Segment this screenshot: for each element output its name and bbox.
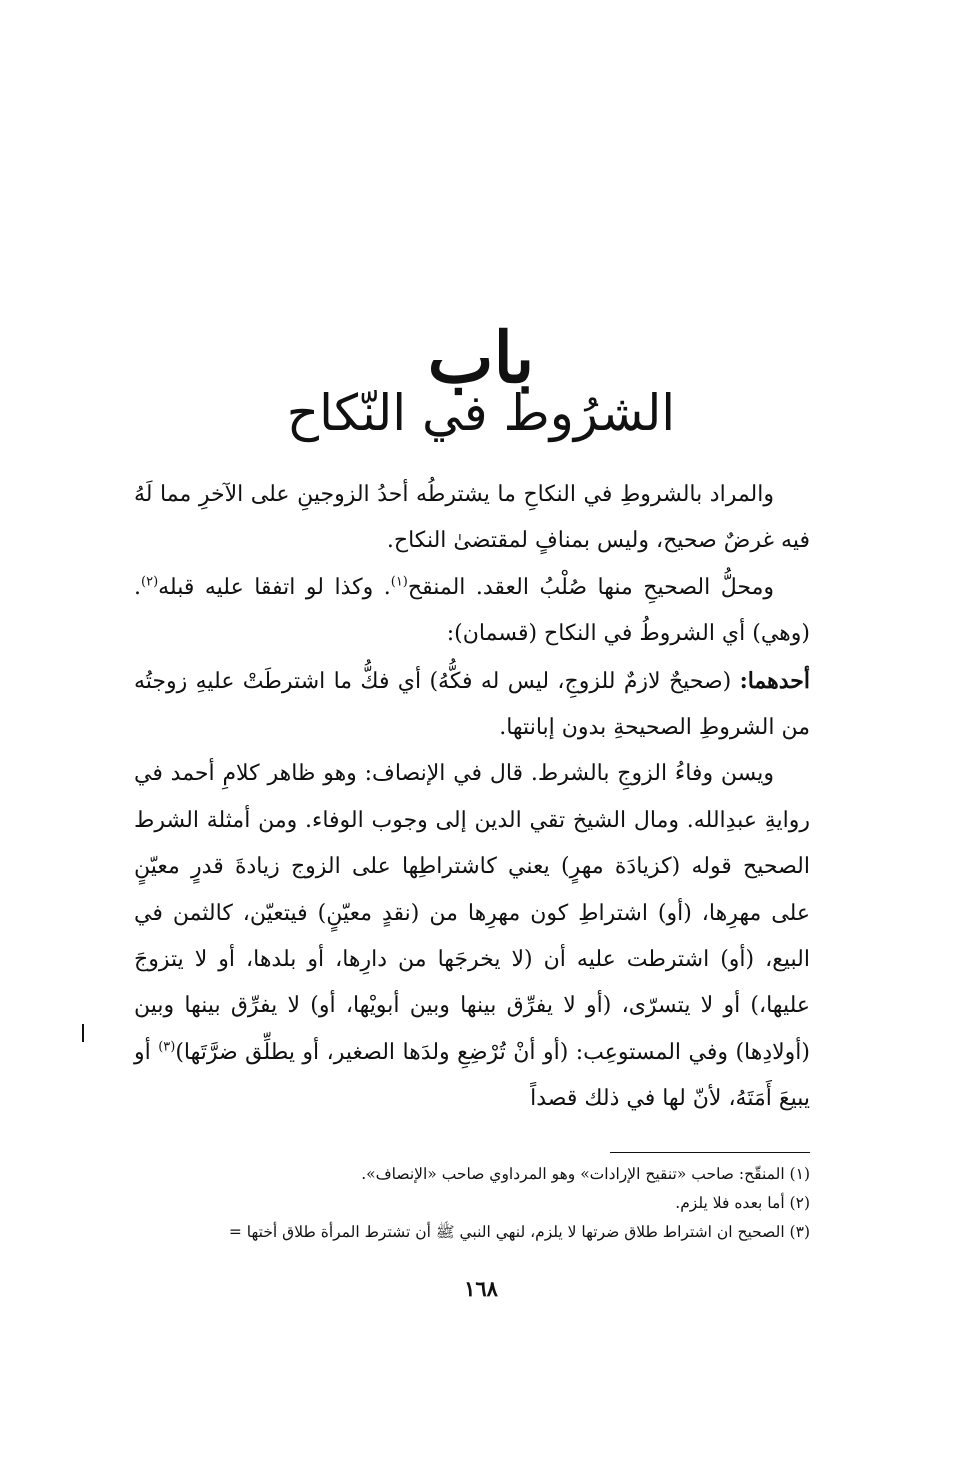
first-type-heading: أحدهما: (739, 667, 810, 694)
margin-mark (82, 1024, 84, 1042)
paragraph-2 (134, 565, 810, 658)
page-number: ١٦٨ (464, 1276, 498, 1301)
footnote-ref-3[interactable]: (٣) (158, 1039, 176, 1055)
main-text (134, 472, 810, 1123)
chapter-title: الشرُوط في النّكاح (286, 384, 676, 442)
paragraph-3-text: (صحيحٌ لازمٌ للزوجِ، ليس له فكُّهُ) أي فكُّ ما اشترطَتْ عليهِ زوجتُه من الشروطِ الصحيحةِ بدون إبانتها. (134, 668, 810, 741)
paragraph-1 (134, 472, 810, 565)
footnote-ref-1[interactable]: (١) (390, 574, 408, 590)
footnote-ref-2[interactable]: (٢) (141, 574, 159, 590)
footnote-2: (٢) أما بعده فلا يلزم. (675, 1194, 810, 1212)
footnote-divider (610, 1152, 810, 1153)
paragraph-2-end: . (وهي) أي الشروطُ في النكاح (قسمان): (134, 574, 810, 647)
paragraph-2-text: ومحلُّ الصحيحِ منها صُلْبُ العقد. المنقح (407, 574, 775, 600)
paragraph-1-text: والمراد بالشروطِ في النكاحِ ما يشترطُه أحدُ الزوجينِ على الآخرِ مما لَهُ فيه غرضٌ صحيح، وليس بمنافٍ لمقتضىٰ النكاح. (134, 482, 810, 554)
paragraph-3 (134, 658, 810, 752)
paragraph-4 (134, 751, 810, 1122)
paragraph-4-text: ويسن وفاءُ الزوجِ بالشرط. قال في الإنصاف: وهو ظاهر كلامِ أحمد في روايةِ عبدِالله. ومال الشيخ تقي الدين إلى وجوب الوفاء. ومن أمثلة الشرط الصحيح قوله (كزيادَة مهرٍ) يعني كاشتراطِها على الزوج زيادةَ قدرٍ معيّنٍ على مهرِها، (أو) اشتراطِ كون مهرِها من (نقدٍ معيّنٍ) فيتعيّن، كالثمن في البيع، (أو) اشترطت عليه أن (لا يخرجَها من دارِها، أو بلدها، أو لا يتزوجَ عليها،) أو لا يتسرّى، (أو لا يفرِّق بينها وبين أبويْها، أو) لا يفرِّق بينها وبين (أولادِها) وفي المستوعِب: (أو أنْ تُرْضِعِ ولدَها الصغير، أو يطلِّق ضرَّتَها) (134, 761, 810, 1065)
paragraph-4-end: أو يبيعَ أَمَتَهُ، لأنّ لها في ذلك قصداً (134, 1039, 810, 1112)
footnotes (110, 1160, 810, 1247)
paragraph-2-mid: . وكذا لو اتفقا عليه قبله (158, 574, 391, 600)
footnote-1: (١) المنقّح: صاحب «تنقيح الإرادات» وهو المرداوي صاحب «الإنصاف». (361, 1165, 810, 1183)
footnote-3: (٣) الصحيح ان اشتراط طلاق ضرتها لا يلزم، لنهي النبي ﷺ أن تشترط المرأة طلاق أختها = (228, 1223, 810, 1241)
chapter-label: باب (427, 316, 535, 399)
